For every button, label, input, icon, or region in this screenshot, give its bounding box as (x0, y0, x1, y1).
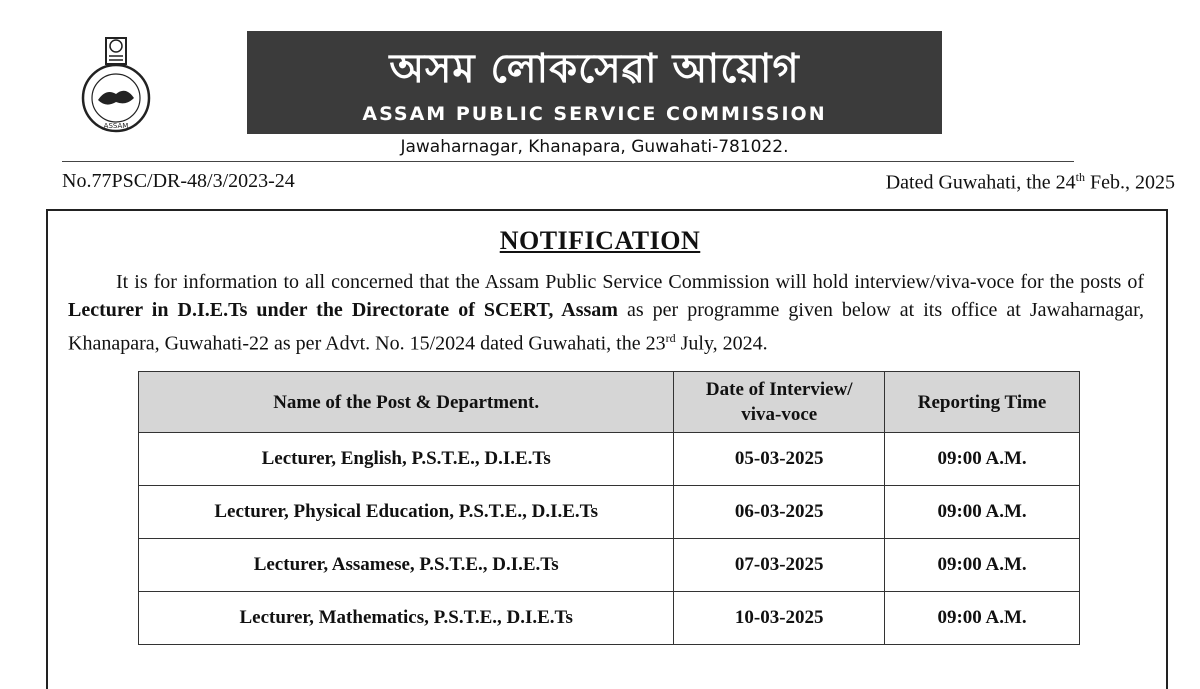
cell-post: Lecturer, English, P.S.T.E., D.I.E.Ts (139, 433, 674, 486)
cell-date: 05-03-2025 (674, 433, 885, 486)
paragraph-posts-bold: Lecturer in D.I.E.Ts under the Directorate of SCERT, Assam (68, 299, 618, 321)
paragraph-text-2: as per programme given below at its office at Jawaharnagar, Khanapara, Guwahati-22 as per Advt. No. 15/2024 dated Guwahati, the 23 (68, 299, 1145, 355)
cell-time: 09:00 A.M. (885, 539, 1080, 592)
table-row (139, 539, 1080, 592)
table-row (139, 433, 1080, 486)
header-date-line-2: viva-voce (741, 404, 818, 425)
header-time: Reporting Time (885, 372, 1080, 433)
commission-address: Jawaharnagar, Khanapara, Guwahati-781022. (400, 137, 789, 157)
reference-number: No.77PSC/DR-48/3/2023-24 (62, 170, 295, 192)
interview-schedule-table (138, 371, 1080, 645)
state-emblem-icon (76, 36, 156, 136)
paragraph-ordinal: rd (665, 331, 676, 345)
date-prefix: Dated Guwahati, the 24 (885, 171, 1076, 194)
table-row (139, 486, 1080, 539)
date-suffix: Feb., 2025 (1085, 171, 1175, 194)
notice-paragraph (68, 268, 1144, 358)
header-date-line-1: Date of Interview/ (705, 379, 853, 400)
header-date (674, 372, 885, 433)
cell-time: 09:00 A.M. (885, 486, 1080, 539)
header-divider (62, 161, 1074, 162)
paragraph-text-3: July, 2024. (675, 332, 768, 355)
table-header-row (139, 372, 1080, 433)
cell-post: Lecturer, Assamese, P.S.T.E., D.I.E.Ts (139, 539, 674, 592)
date-ordinal: th (1075, 170, 1085, 184)
commission-title-english: ASSAM PUBLIC SERVICE COMMISSION (362, 103, 827, 125)
cell-time: 09:00 A.M. (885, 592, 1080, 645)
cell-post: Lecturer, Mathematics, P.S.T.E., D.I.E.Ts (139, 592, 674, 645)
cell-date: 10-03-2025 (674, 592, 885, 645)
paragraph-text-1: It is for information to all concerned that the Assam Public Service Commission will hold interview/viva-voce for the posts of (116, 271, 1144, 293)
table-row (139, 592, 1080, 645)
notice-date (886, 170, 1175, 195)
cell-date: 06-03-2025 (674, 486, 885, 539)
cell-post: Lecturer, Physical Education, P.S.T.E., D.I.E.Ts (139, 486, 674, 539)
header-banner (247, 31, 942, 134)
cell-date: 07-03-2025 (674, 539, 885, 592)
header-post: Name of the Post & Department. (139, 372, 674, 433)
notice-heading: NOTIFICATION (499, 226, 701, 255)
commission-title-bengali: অসম লোকসেৱা আয়োগ (389, 46, 800, 92)
emblem-text: ASSAM (103, 122, 129, 130)
cell-time: 09:00 A.M. (885, 433, 1080, 486)
